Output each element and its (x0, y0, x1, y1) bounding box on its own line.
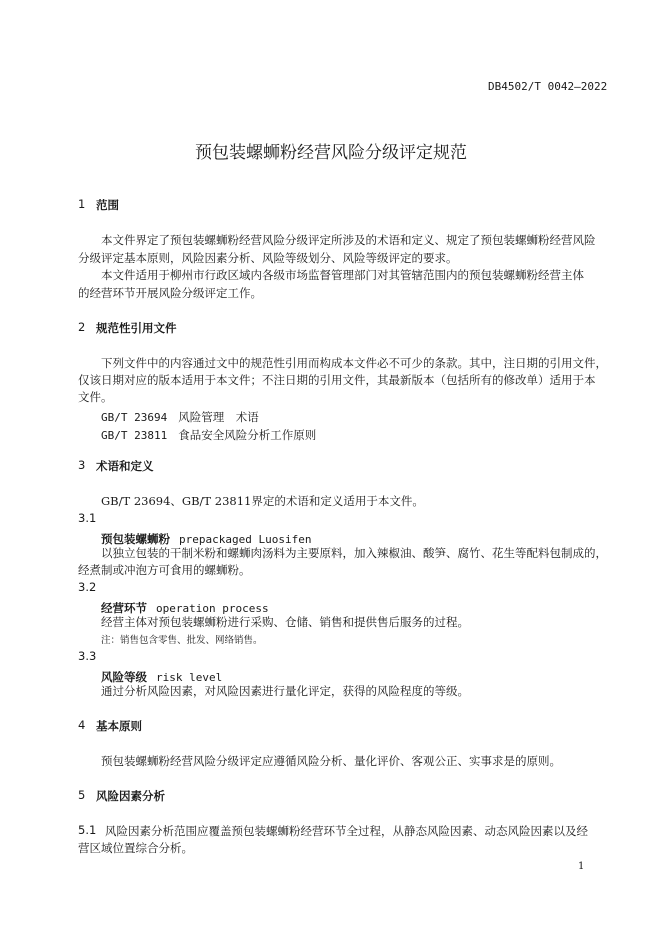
reference-name: 风险管理 术语 (178, 410, 259, 424)
section-2-heading: 规范性引用文件 (96, 321, 177, 335)
section-1-paragraph-2-line-1: 本文件适用于柳州市行政区域内各级市场监督管理部门对其管辖范围内的预包装螺蛳粉经营主体 (101, 268, 584, 282)
term-3-3-definition: 通过分析风险因素，对风险因素进行量化评定，获得的风险程度的等级。 (101, 684, 469, 698)
section-2-paragraph-line-1: 下列文件中的内容通过文中的规范性引用而构成本文件必不可少的条款。其中，注日期的引用文件， (101, 356, 607, 370)
term-3-1-definition-line-1: 以独立包装的干制米粉和螺蛳肉汤料为主要原料，加入辣椒油、酸笋、腐竹、花生等配料包制成的， (101, 546, 607, 560)
section-1-paragraph-2-line-2: 的经营环节开展风险分级评定工作。 (78, 286, 262, 300)
term-3-2-note: 注：销售包含零售、批发、网络销售。 (101, 635, 263, 646)
section-3-intro: GB/T 23694、GB/T 23811界定的术语和定义适用于本文件。 (101, 494, 424, 508)
term-3-3-number: 3.3 (78, 649, 97, 663)
term-3-3-english: risk level (156, 671, 223, 684)
reference-row (101, 406, 259, 426)
clause-5-1-line-2: 营区域位置综合分析。 (78, 841, 193, 855)
term-3-1-definition-line-2: 经煮制或冲泡方可食用的螺蛳粉。 (78, 563, 251, 577)
section-5-number: 5 (78, 788, 86, 802)
term-3-2-chinese: 经营环节 (101, 601, 147, 615)
section-1-number: 1 (78, 197, 86, 211)
reference-name: 食品安全风险分析工作原则 (178, 428, 317, 442)
document-code: DB4502/T 0042—2022 (488, 80, 608, 93)
term-3-2-english: operation process (156, 602, 269, 615)
term-3-2-definition: 经营主体对预包装螺蛳粉进行采购、仓储、销售和提供售后服务的过程。 (101, 615, 469, 629)
term-3-1-chinese: 预包装螺蛳粉 (101, 532, 170, 546)
section-2-paragraph-line-3: 文件。 (78, 390, 113, 404)
section-4-number: 4 (78, 718, 86, 732)
reference-code: GB/T 23694 (101, 411, 168, 424)
section-5-heading: 风险因素分析 (96, 789, 165, 803)
clause-5-1-line-1: 风险因素分析范围应覆盖预包装螺蛳粉经营环节全过程，从静态风险因素、动态风险因素以及经 (105, 824, 588, 838)
section-2-number: 2 (78, 320, 86, 334)
section-3-heading: 术语和定义 (96, 459, 154, 473)
section-1-paragraph-1-line-2: 分级评定基本原则，风险因素分析、风险等级划分、风险等级评定的要求。 (78, 251, 458, 265)
reference-code: GB/T 23811 (101, 429, 168, 442)
section-1-paragraph-1-line-1: 本文件界定了预包装螺蛳粉经营风险分级评定所涉及的术语和定义、规定了预包装螺蛳粉经营风险 (101, 233, 596, 247)
section-4-heading: 基本原则 (96, 719, 142, 733)
section-4-paragraph: 预包装螺蛳粉经营风险分级评定应遵循风险分析、量化评价、客观公正、实事求是的原则。 (101, 754, 561, 768)
page-number: 1 (578, 861, 585, 872)
page-title: 预包装螺蛳粉经营风险分级评定规范 (195, 143, 467, 163)
term-3-2-number: 3.2 (78, 580, 97, 594)
term-3-3-chinese: 风险等级 (101, 670, 147, 684)
term-3-1-english: prepackaged Luosifen (179, 533, 312, 546)
clause-5-1-number: 5.1 (78, 823, 97, 837)
section-3-number: 3 (78, 458, 86, 472)
section-2-paragraph-line-2: 仅该日期对应的版本适用于本文件；不注日期的引用文件，其最新版本（包括所有的修改单）适用于本 (78, 373, 596, 387)
section-1-heading: 范围 (96, 198, 119, 212)
reference-row (101, 424, 316, 444)
term-3-1-number: 3.1 (78, 511, 97, 525)
